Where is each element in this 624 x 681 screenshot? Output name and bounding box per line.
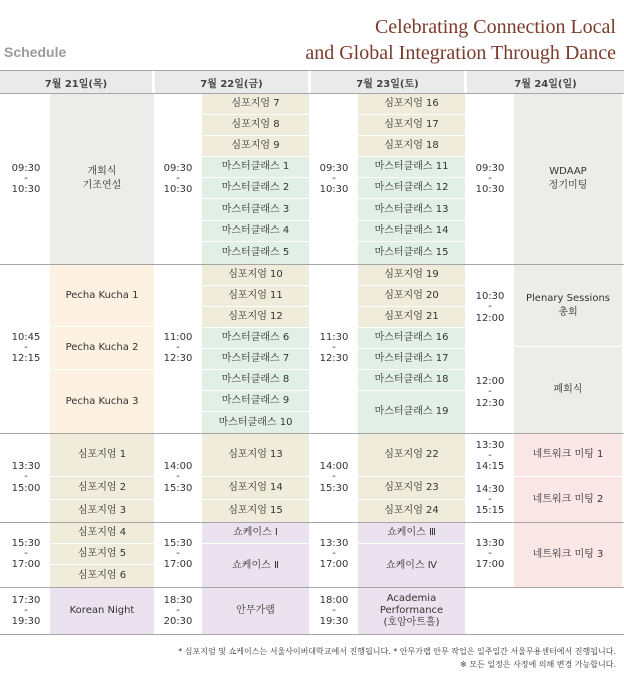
opening-label: 개회식 xyxy=(87,166,117,177)
footnotes xyxy=(178,645,616,671)
time-sep: - xyxy=(488,494,492,505)
time-start: 18:30 xyxy=(163,595,193,606)
symposium-1: 심포지엄 1 xyxy=(50,434,154,477)
time-end: 12:30 xyxy=(475,398,505,409)
masterclass-16: 마스터클래스 16 xyxy=(358,328,465,349)
symposium-14: 심포지엄 14 xyxy=(202,477,309,500)
time-start: 11:00 xyxy=(163,332,193,343)
showcase-3: 쇼케이스 Ⅲ xyxy=(358,523,465,544)
showcase-2: 쇼케이스 Ⅱ xyxy=(202,544,309,587)
academia-line-1: Academia xyxy=(386,593,437,604)
rule xyxy=(0,634,624,635)
symposium-3: 심포지엄 3 xyxy=(50,500,154,522)
time-sep: - xyxy=(176,173,180,184)
plenary-sessions xyxy=(514,265,622,347)
time-start: 17:30 xyxy=(11,595,41,606)
time-start: 12:00 xyxy=(475,376,505,387)
academia-line-2: Performance xyxy=(379,605,444,616)
time-sep: - xyxy=(176,342,180,353)
masterclass-8: 마스터클래스 8 xyxy=(202,370,309,391)
time-sep: - xyxy=(24,173,28,184)
symposium-8: 심포지엄 8 xyxy=(202,115,309,136)
rule xyxy=(0,70,624,71)
symposium-23: 심포지엄 23 xyxy=(358,477,465,500)
showcase-1: 쇼케이스 Ⅰ xyxy=(202,523,309,544)
pecha-kucha-3: Pecha Kucha 3 xyxy=(50,370,154,433)
masterclass-12: 마스터클래스 12 xyxy=(358,178,465,199)
masterclass-17: 마스터클래스 17 xyxy=(358,349,465,370)
masterclass-9: 마스터클래스 9 xyxy=(202,391,309,412)
masterclass-11: 마스터클래스 11 xyxy=(358,157,465,178)
time-start: 14:00 xyxy=(319,461,349,472)
opening-ceremony xyxy=(50,94,154,264)
symposium-2: 심포지엄 2 xyxy=(50,477,154,500)
symposium-22: 심포지엄 22 xyxy=(358,434,465,477)
time-sep: - xyxy=(332,605,336,616)
time-start: 15:30 xyxy=(163,538,193,549)
title-line-2: and Global Integration Through Dance xyxy=(305,42,616,64)
time-sep: - xyxy=(488,386,492,397)
wdaap-meeting xyxy=(514,94,622,264)
time-start: 15:30 xyxy=(11,538,41,549)
time-start: 09:30 xyxy=(475,163,505,174)
masterclass-7: 마스터클래스 7 xyxy=(202,349,309,370)
showcase-4: 쇼케이스 Ⅳ xyxy=(358,544,465,587)
closing-ceremony: 폐회식 xyxy=(514,347,622,433)
choreographer-lab: 안무가랩 xyxy=(202,588,309,634)
time-end: 15:30 xyxy=(163,483,193,494)
symposium-9: 심포지엄 9 xyxy=(202,136,309,157)
footnote-venue: * 심포지엄 및 쇼케이스는 서울사이버대학교에서 진행됩니다. * 안무가랩 안무 작업은 일주일간 서울무용센터에서 진행됩니다. xyxy=(178,647,616,656)
time-sep: - xyxy=(24,342,28,353)
time-sep: - xyxy=(488,301,492,312)
masterclass-19: 마스터클래스 19 xyxy=(358,391,465,433)
masterclass-13: 마스터클래스 13 xyxy=(358,199,465,221)
time-start: 18:00 xyxy=(319,595,349,606)
time-start: 10:45 xyxy=(11,332,41,343)
time-end: 10:30 xyxy=(163,184,193,195)
time-sep: - xyxy=(24,605,28,616)
time-end: 12:00 xyxy=(475,313,505,324)
time-end: 14:15 xyxy=(475,461,505,472)
time-start: 10:30 xyxy=(475,291,505,302)
title-line-1: Celebrating Connection Local xyxy=(374,16,616,38)
masterclass-15: 마스터클래스 15 xyxy=(358,242,465,264)
time-end: 19:30 xyxy=(11,616,41,627)
time-start: 14:30 xyxy=(475,484,505,495)
keynote-label: 기조연설 xyxy=(82,180,122,191)
symposium-6: 심포지엄 6 xyxy=(50,565,154,587)
time-end: 10:30 xyxy=(319,184,349,195)
time-sep: - xyxy=(24,548,28,559)
wdaap-label: WDAAP xyxy=(549,166,587,177)
time-end: 15:30 xyxy=(319,483,349,494)
time-start: 11:30 xyxy=(319,332,349,343)
masterclass-4: 마스터클래스 4 xyxy=(202,221,309,242)
academia-performance xyxy=(358,588,465,634)
masterclass-6: 마스터클래스 6 xyxy=(202,328,309,349)
plenary-label: Plenary Sessions xyxy=(526,292,610,304)
time-sep: - xyxy=(176,471,180,482)
symposium-18: 심포지엄 18 xyxy=(358,136,465,157)
time-end: 10:30 xyxy=(11,184,41,195)
time-start: 13:30 xyxy=(475,440,505,451)
pecha-kucha-2: Pecha Kucha 2 xyxy=(50,327,154,370)
time-end: 20:30 xyxy=(163,616,193,627)
time-sep: - xyxy=(332,173,336,184)
time-sep: - xyxy=(332,342,336,353)
masterclass-10: 마스터클래스 10 xyxy=(202,412,309,433)
symposium-11: 심포지엄 11 xyxy=(202,286,309,307)
day-header-1: 7월 21일(목) xyxy=(0,71,152,93)
network-meeting-2: 네트워크 미팅 2 xyxy=(514,477,622,522)
day-header-2: 7월 22일(금) xyxy=(155,71,308,93)
time-end: 10:30 xyxy=(475,184,505,195)
masterclass-18: 마스터클래스 18 xyxy=(358,370,465,391)
time-end: 17:00 xyxy=(11,559,41,570)
symposium-16: 심포지엄 16 xyxy=(358,94,465,115)
time-start: 13:30 xyxy=(11,461,41,472)
time-end: 12:30 xyxy=(319,353,349,364)
time-start: 09:30 xyxy=(163,163,193,174)
general-assembly-label: 총회 xyxy=(558,306,578,318)
time-start: 09:30 xyxy=(11,163,41,174)
symposium-20: 심포지엄 20 xyxy=(358,286,465,307)
korean-night: Korean Night xyxy=(50,588,154,634)
time-end: 15:00 xyxy=(11,483,41,494)
symposium-19: 심포지엄 19 xyxy=(358,265,465,286)
time-sep: - xyxy=(332,471,336,482)
time-sep: - xyxy=(488,173,492,184)
network-meeting-3: 네트워크 미팅 3 xyxy=(514,523,622,587)
time-sep: - xyxy=(488,450,492,461)
masterclass-14: 마스터클래스 14 xyxy=(358,221,465,242)
symposium-17: 심포지엄 17 xyxy=(358,115,465,136)
symposium-12: 심포지엄 12 xyxy=(202,307,309,328)
time-sep: - xyxy=(176,605,180,616)
time-start: 14:00 xyxy=(163,461,193,472)
time-sep: - xyxy=(332,548,336,559)
masterclass-1: 마스터클래스 1 xyxy=(202,157,309,178)
day-header-4: 7월 24일(일) xyxy=(467,71,624,93)
symposium-4: 심포지엄 4 xyxy=(50,523,154,544)
symposium-10: 심포지엄 10 xyxy=(202,265,309,286)
time-end: 19:30 xyxy=(319,616,349,627)
day-header-3: 7월 23일(토) xyxy=(311,71,464,93)
footnote-change: ※ 모든 일정은 사정에 의해 변경 가능합니다. xyxy=(460,660,616,669)
regular-meeting-label: 정기미팅 xyxy=(548,180,588,191)
academia-line-3: (호암아트홀) xyxy=(383,617,440,628)
masterclass-3: 마스터클래스 3 xyxy=(202,199,309,221)
time-end: 17:00 xyxy=(319,559,349,570)
time-sep: - xyxy=(24,471,28,482)
symposium-7: 심포지엄 7 xyxy=(202,94,309,115)
pecha-kucha-1: Pecha Kucha 1 xyxy=(50,265,154,327)
time-end: 12:30 xyxy=(163,353,193,364)
symposium-15: 심포지엄 15 xyxy=(202,500,309,522)
time-end: 17:00 xyxy=(163,559,193,570)
network-meeting-1: 네트워크 미팅 1 xyxy=(514,434,622,477)
symposium-5: 심포지엄 5 xyxy=(50,544,154,565)
masterclass-5: 마스터클래스 5 xyxy=(202,242,309,264)
time-start: 09:30 xyxy=(319,163,349,174)
symposium-24: 심포지엄 24 xyxy=(358,500,465,522)
symposium-21: 심포지엄 21 xyxy=(358,307,465,328)
time-end: 15:15 xyxy=(475,505,505,516)
time-start: 13:30 xyxy=(319,538,349,549)
time-sep: - xyxy=(176,548,180,559)
time-sep: - xyxy=(488,548,492,559)
symposium-13: 심포지엄 13 xyxy=(202,434,309,477)
section-label: Schedule xyxy=(4,44,67,60)
masterclass-2: 마스터클래스 2 xyxy=(202,178,309,199)
time-end: 17:00 xyxy=(475,559,505,570)
time-start: 13:30 xyxy=(475,538,505,549)
time-end: 12:15 xyxy=(11,353,41,364)
